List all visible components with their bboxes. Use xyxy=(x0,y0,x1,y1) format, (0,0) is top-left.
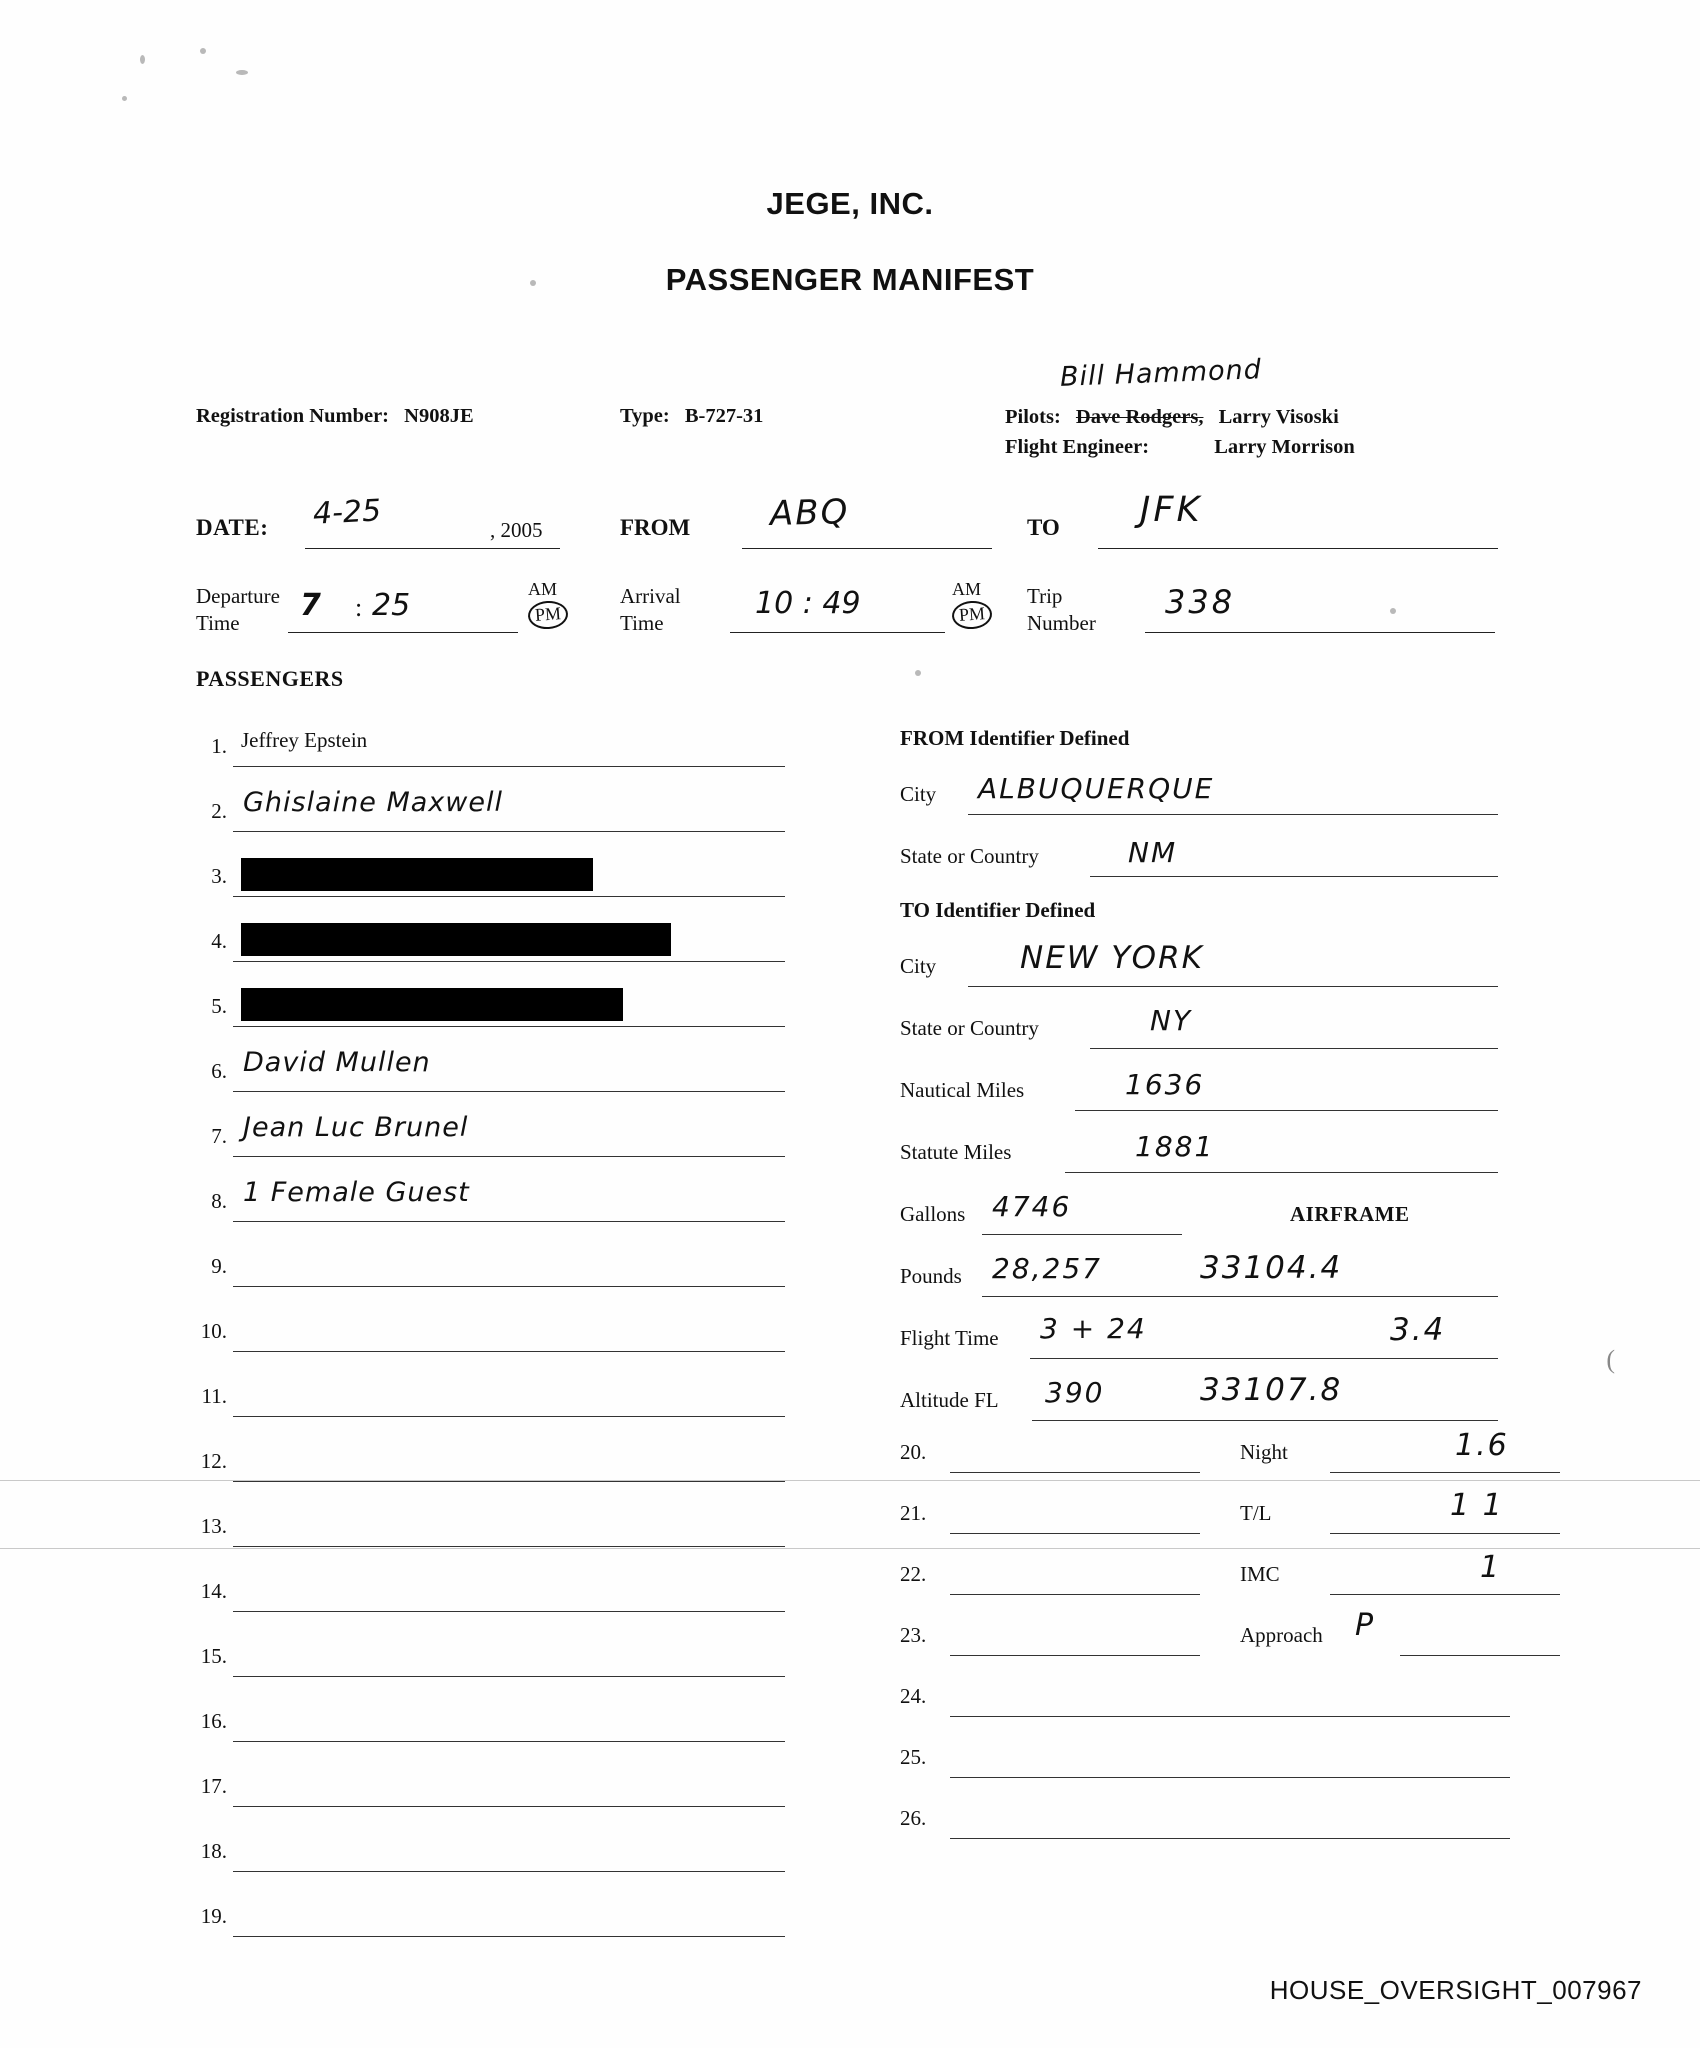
passenger-number: 4. xyxy=(211,929,227,953)
to-value: JFK xyxy=(1140,490,1203,530)
imc-value: 1 xyxy=(1480,1550,1502,1585)
night-label: Night xyxy=(1240,1440,1288,1464)
flight-engineer-value: Larry Morrison xyxy=(1214,436,1355,458)
trip-underline xyxy=(1145,632,1495,633)
from-identifier-heading: FROM Identifier Defined xyxy=(900,726,1130,750)
passenger-row xyxy=(185,856,805,921)
passenger-number: 6. xyxy=(211,1059,227,1083)
scan-speck xyxy=(200,48,206,54)
trip-label-line1: Trip xyxy=(1027,584,1063,608)
to-city-underline xyxy=(968,986,1498,987)
arrival-value: 10 : 49 xyxy=(755,586,861,621)
pilot-name-2: Larry Visoski xyxy=(1218,406,1339,428)
passenger-number: 9. xyxy=(211,1254,227,1278)
passenger-row xyxy=(185,921,805,986)
passenger-row xyxy=(185,1571,805,1636)
pounds-value: 28,257 xyxy=(992,1252,1102,1285)
stub-underline xyxy=(950,1777,1510,1778)
passenger-number: 18. xyxy=(200,1839,227,1863)
stub-number: 26. xyxy=(900,1806,927,1830)
from-city-value: ALBUQUERQUE xyxy=(978,772,1215,805)
airframe-hours-end: 33107.8 xyxy=(1200,1372,1343,1408)
passenger-underline xyxy=(233,1351,785,1352)
nautical-miles-row xyxy=(900,1070,1520,1132)
tl-label: T/L xyxy=(1240,1501,1272,1525)
registration-field xyxy=(196,405,474,428)
handwritten-pilot-name: Bill Hammond xyxy=(1059,354,1263,393)
redaction-bar xyxy=(241,923,671,956)
registration-label: Registration Number: xyxy=(196,405,390,427)
passenger-row xyxy=(185,1441,805,1506)
passenger-row xyxy=(185,787,805,856)
stub-underline xyxy=(950,1594,1200,1595)
from-state-label: State or Country xyxy=(900,844,1039,868)
passenger-underline xyxy=(233,1871,785,1872)
passenger-number: 14. xyxy=(200,1579,227,1603)
arrival-label-line1: Arrival xyxy=(620,584,681,608)
to-city-value: NEW YORK xyxy=(1020,940,1204,976)
altitude-value: 390 xyxy=(1045,1376,1105,1409)
passenger-underline xyxy=(233,1611,785,1612)
passenger-underline xyxy=(233,1221,785,1222)
passenger-number: 7. xyxy=(211,1124,227,1148)
arrival-pm: PM xyxy=(951,600,993,631)
nautical-miles-underline xyxy=(1075,1110,1498,1111)
passenger-underline xyxy=(233,1806,785,1807)
departure-minute: 25 xyxy=(372,588,411,623)
nautical-miles-label: Nautical Miles xyxy=(900,1078,1025,1102)
passenger-underline xyxy=(233,1416,785,1417)
passenger-row xyxy=(185,1506,805,1571)
to-underline xyxy=(1098,548,1498,549)
departure-label-line2: Time xyxy=(196,611,240,635)
registration-value: N908JE xyxy=(404,405,474,427)
stub-number: 22. xyxy=(900,1562,927,1586)
arrival-am: AM xyxy=(952,579,982,599)
airframe-hours-start: 33104.4 xyxy=(1200,1250,1343,1286)
altitude-row xyxy=(900,1372,1520,1442)
gallons-label: Gallons xyxy=(900,1202,966,1226)
departure-am: AM xyxy=(528,579,558,599)
company-name: JEGE, INC. xyxy=(766,186,934,221)
passenger-name: Ghislaine Maxwell xyxy=(243,787,503,818)
tl-value: 1 1 xyxy=(1450,1488,1504,1523)
passenger-underline xyxy=(233,1156,785,1157)
passenger-number: 15. xyxy=(200,1644,227,1668)
passenger-underline xyxy=(233,1026,785,1027)
passenger-name: Jeffrey Epstein xyxy=(241,728,368,752)
departure-time-label xyxy=(196,583,280,637)
passenger-number: 8. xyxy=(211,1189,227,1213)
passenger-underline xyxy=(233,1936,785,1937)
date-label: DATE: xyxy=(196,515,269,540)
stub-number: 23. xyxy=(900,1623,927,1647)
scan-speck xyxy=(140,55,145,64)
pounds-underline xyxy=(982,1296,1498,1297)
to-label: TO xyxy=(1027,515,1060,540)
passenger-number: 12. xyxy=(200,1449,227,1473)
from-state-row xyxy=(900,836,1520,898)
passenger-name: David Mullen xyxy=(243,1047,431,1078)
flight-time-label: Flight Time xyxy=(900,1326,999,1350)
gallons-row xyxy=(900,1190,1520,1256)
stub-underline xyxy=(950,1655,1200,1656)
statute-miles-label: Statute Miles xyxy=(900,1140,1012,1164)
pounds-label: Pounds xyxy=(900,1264,962,1288)
arrival-underline xyxy=(730,632,945,633)
airframe-flight-time: 3.4 xyxy=(1390,1312,1446,1348)
passengers-heading: PASSENGERS xyxy=(196,666,344,691)
departure-colon: : xyxy=(355,593,363,622)
page-title: PASSENGER MANIFEST xyxy=(665,262,1035,297)
scan-corner-mark: ( xyxy=(1606,1345,1615,1374)
trip-number-label xyxy=(1027,583,1096,637)
passenger-name: Jean Luc Brunel xyxy=(243,1112,469,1143)
departure-pm: PM xyxy=(527,600,569,631)
passenger-row xyxy=(185,1701,805,1766)
passenger-name: 1 Female Guest xyxy=(243,1177,470,1208)
passenger-number: 2. xyxy=(211,799,227,823)
to-city-label: City xyxy=(900,954,937,978)
from-value: ABQ xyxy=(769,491,850,535)
from-underline xyxy=(742,548,992,549)
passenger-row xyxy=(185,1047,805,1116)
stub-underline xyxy=(1400,1655,1560,1656)
passenger-row xyxy=(185,1831,805,1896)
stub-underline xyxy=(950,1533,1200,1534)
passenger-number: 10. xyxy=(200,1319,227,1343)
scan-fold-line xyxy=(0,1548,1700,1549)
pounds-row xyxy=(900,1250,1520,1318)
passenger-underline xyxy=(233,1676,785,1677)
stub-number: 20. xyxy=(900,1440,927,1464)
stub-underline xyxy=(1330,1472,1560,1473)
type-value: B-727-31 xyxy=(684,405,764,427)
passenger-underline xyxy=(233,1741,785,1742)
approach-label: Approach xyxy=(1240,1623,1323,1647)
passenger-number: 11. xyxy=(201,1384,227,1408)
to-state-underline xyxy=(1090,1048,1498,1049)
scan-speck xyxy=(122,96,127,101)
trip-number-value: 338 xyxy=(1165,583,1236,621)
passenger-row xyxy=(185,726,805,791)
flight-time-underline xyxy=(1030,1358,1498,1359)
date-year: , 2005 xyxy=(490,518,543,542)
gallons-value: 4746 xyxy=(992,1190,1072,1223)
flight-time-value: 3 + 24 xyxy=(1040,1312,1147,1345)
stub-number: 21. xyxy=(900,1501,927,1525)
flight-engineer-row xyxy=(1005,432,1355,462)
to-state-row xyxy=(900,1004,1520,1070)
passenger-number: 5. xyxy=(211,994,227,1018)
statute-miles-row xyxy=(900,1132,1520,1194)
from-city-label: City xyxy=(900,782,937,806)
passenger-number: 16. xyxy=(200,1709,227,1733)
stub-underline xyxy=(950,1716,1510,1717)
stub-underline xyxy=(950,1838,1510,1839)
scan-speck xyxy=(236,70,248,75)
passenger-row xyxy=(185,1766,805,1831)
redaction-bar xyxy=(241,988,623,1021)
passenger-row xyxy=(185,986,805,1051)
aircraft-type-field xyxy=(620,405,763,428)
pilots-row xyxy=(1005,402,1355,432)
nautical-miles-value: 1636 xyxy=(1125,1068,1205,1101)
scan-speck xyxy=(915,670,921,676)
passenger-underline xyxy=(233,766,785,767)
stub-number: 25. xyxy=(900,1745,927,1769)
redaction-bar xyxy=(241,858,593,891)
pilot-name-1: Dave Rodgers, xyxy=(1075,406,1204,428)
passenger-row xyxy=(185,1636,805,1701)
departure-hour: 7 xyxy=(300,588,321,623)
stub-underline xyxy=(950,1472,1200,1473)
to-state-label: State or Country xyxy=(900,1016,1039,1040)
bates-stamp: HOUSE_OVERSIGHT_007967 xyxy=(1269,1975,1642,2005)
trip-label-line2: Number xyxy=(1027,611,1096,635)
from-city-underline xyxy=(968,814,1498,815)
passenger-row xyxy=(185,1376,805,1441)
flight-time-row xyxy=(900,1312,1520,1380)
to-city-row xyxy=(900,940,1520,1008)
passenger-row xyxy=(185,1112,805,1181)
identifier-column xyxy=(900,726,1520,1442)
scan-speck xyxy=(1390,608,1396,614)
stub-underline xyxy=(1330,1594,1560,1595)
passenger-underline xyxy=(233,1091,785,1092)
from-city-row xyxy=(900,774,1520,836)
passenger-underline xyxy=(233,896,785,897)
type-label: Type: xyxy=(620,405,670,427)
from-state-underline xyxy=(1090,876,1498,877)
statute-miles-underline xyxy=(1065,1172,1498,1173)
approach-value: P xyxy=(1355,1608,1376,1643)
departure-ampm xyxy=(528,578,568,629)
passenger-number: 19. xyxy=(200,1904,227,1928)
night-value: 1.6 xyxy=(1455,1428,1509,1463)
flight-engineer-label: Flight Engineer: xyxy=(1005,436,1150,458)
arrival-label-line2: Time xyxy=(620,611,664,635)
arrival-time-label xyxy=(620,583,681,637)
departure-underline xyxy=(288,632,518,633)
stub-underline xyxy=(1330,1533,1560,1534)
to-state-value: NY xyxy=(1150,1004,1193,1037)
pilots-label: Pilots: xyxy=(1005,406,1061,428)
passenger-number: 3. xyxy=(211,864,227,888)
passenger-number: 17. xyxy=(200,1774,227,1798)
passenger-underline xyxy=(233,1481,785,1482)
altitude-underline xyxy=(1032,1420,1498,1421)
stub-number: 24. xyxy=(900,1684,927,1708)
passenger-underline xyxy=(233,1546,785,1547)
passenger-row xyxy=(185,1246,805,1311)
from-state-value: NM xyxy=(1128,836,1178,869)
passenger-underline xyxy=(233,831,785,832)
passenger-number: 13. xyxy=(200,1514,227,1538)
passenger-underline xyxy=(233,1286,785,1287)
imc-label: IMC xyxy=(1240,1562,1280,1586)
date-underline xyxy=(305,548,560,549)
scan-fold-line xyxy=(0,1480,1700,1481)
arrival-ampm xyxy=(952,578,992,629)
airframe-heading: AIRFRAME xyxy=(1290,1202,1410,1226)
passenger-underline xyxy=(233,961,785,962)
date-value: 4-25 xyxy=(312,493,382,532)
to-identifier-heading: TO Identifier Defined xyxy=(900,898,1096,922)
statute-miles-value: 1881 xyxy=(1135,1130,1215,1163)
passenger-row xyxy=(185,1311,805,1376)
altitude-label: Altitude FL xyxy=(900,1388,999,1412)
passenger-row xyxy=(185,1177,805,1246)
crew-block xyxy=(1005,402,1355,462)
gallons-underline xyxy=(982,1234,1182,1235)
passenger-list xyxy=(185,726,805,1961)
passenger-number: 1. xyxy=(211,734,227,758)
passenger-row xyxy=(185,1896,805,1961)
departure-label-line1: Departure xyxy=(196,584,280,608)
from-label: FROM xyxy=(620,515,691,540)
